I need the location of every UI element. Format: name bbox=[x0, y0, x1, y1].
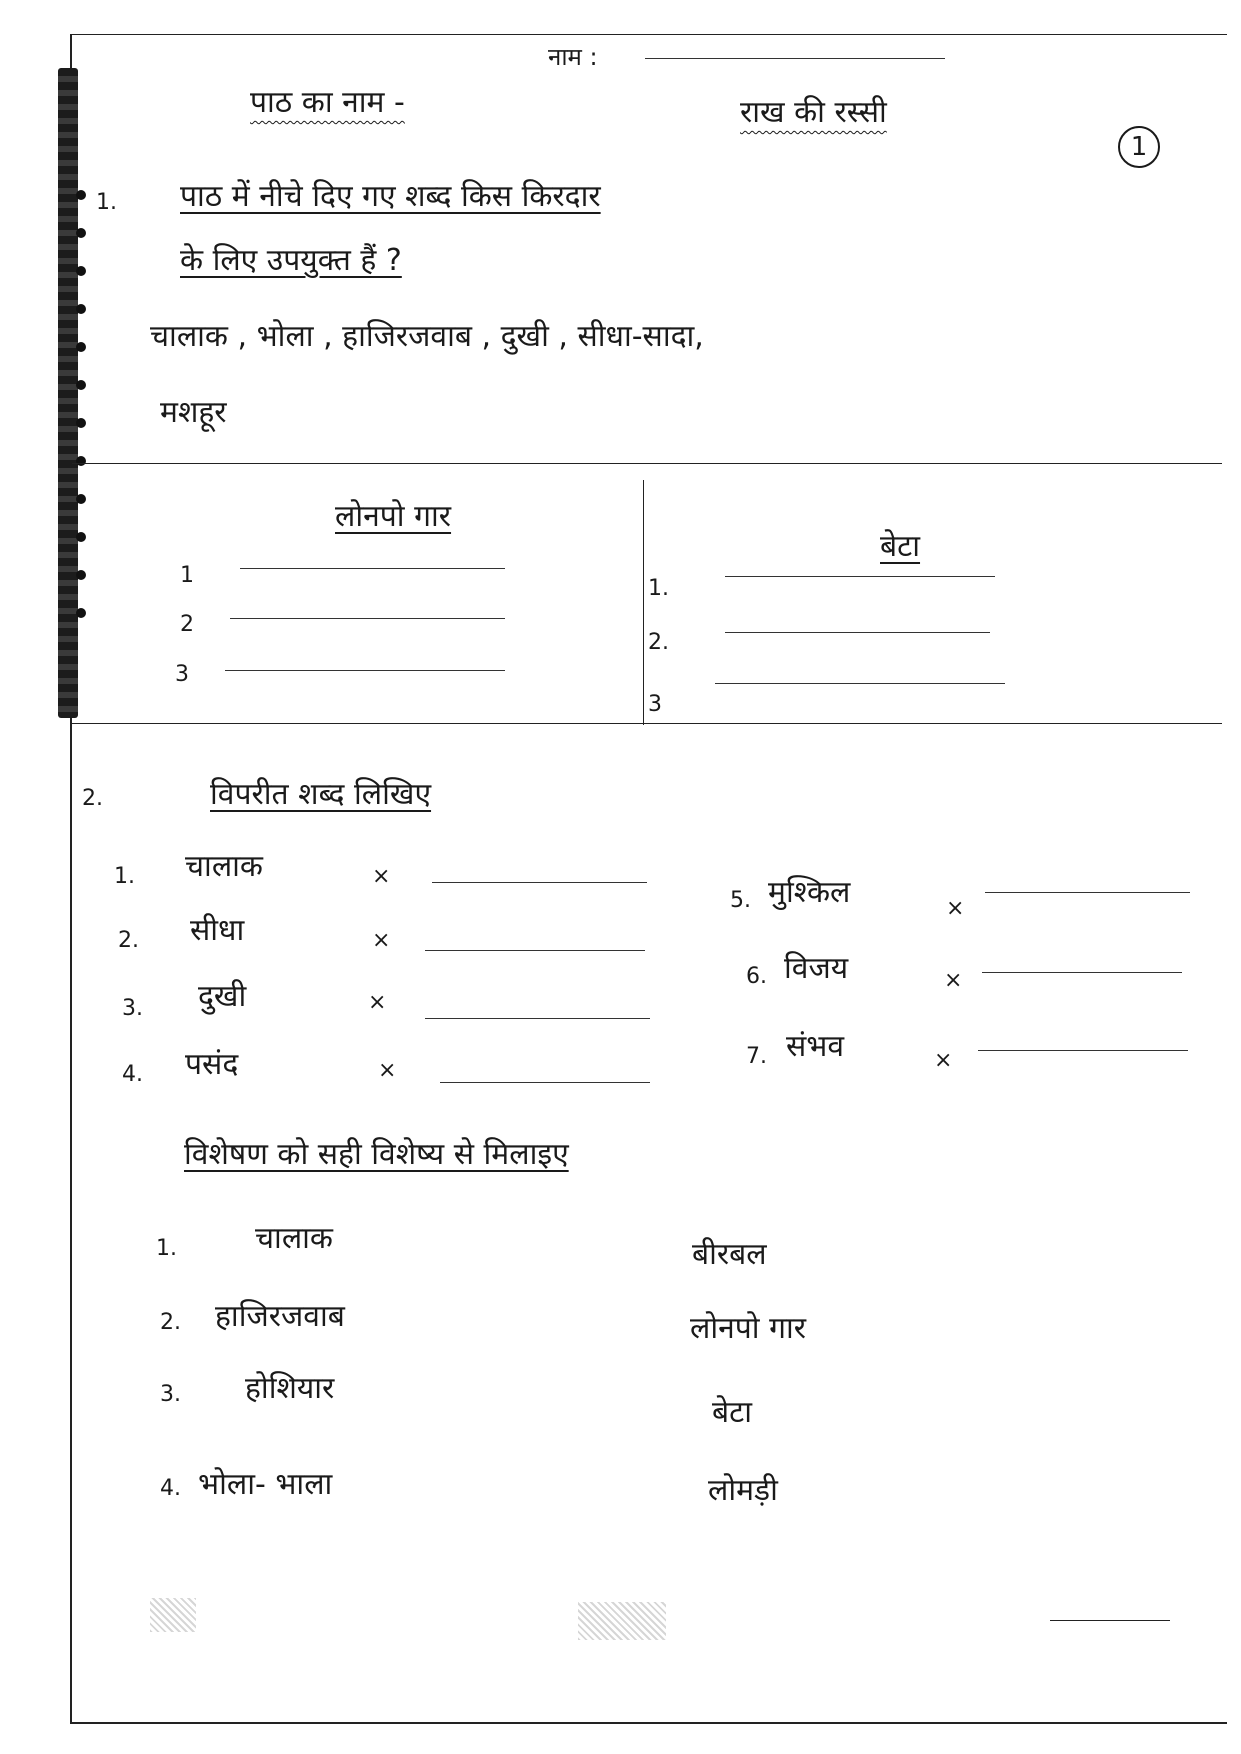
antonym-num: 1. bbox=[114, 864, 135, 889]
match-left-word: चालाक bbox=[255, 1221, 333, 1256]
lesson-title: राख की रस्सी bbox=[740, 95, 887, 130]
cross-mark: × bbox=[372, 864, 391, 889]
antonym-answer-line[interactable] bbox=[432, 882, 647, 883]
match-right-word: लोनपो गार bbox=[690, 1311, 807, 1346]
antonym-answer-line[interactable] bbox=[425, 950, 645, 951]
q2-number: 2. bbox=[82, 786, 103, 811]
right-answer-line[interactable] bbox=[725, 576, 995, 577]
q1-question-line1: पाठ में नीचे दिए गए शब्द किस किरदार bbox=[180, 179, 601, 214]
scan-speckle bbox=[578, 1602, 666, 1640]
antonym-num: 5. bbox=[730, 888, 751, 913]
antonym-answer-line[interactable] bbox=[982, 972, 1182, 973]
cross-mark: × bbox=[378, 1058, 397, 1083]
left-row-number: 1 bbox=[180, 563, 194, 588]
antonym-word: विजय bbox=[784, 951, 849, 986]
scan-speckle bbox=[150, 1598, 196, 1632]
antonym-num: 3. bbox=[122, 996, 143, 1021]
match-right-word: लोमड़ी bbox=[708, 1473, 778, 1508]
antonym-answer-line[interactable] bbox=[978, 1050, 1188, 1051]
match-right-word: बीरबल bbox=[692, 1237, 767, 1272]
left-row-number: 2 bbox=[180, 612, 194, 637]
left-answer-line[interactable] bbox=[230, 618, 505, 619]
q1-word-list-line1: चालाक , भोला , हाजिरजवाब , दुखी , सीधा-सादा, bbox=[150, 319, 704, 354]
column-heading-beta: बेटा bbox=[880, 529, 921, 564]
right-answer-line[interactable] bbox=[725, 632, 990, 633]
right-row-number: 2. bbox=[648, 630, 669, 655]
antonym-word: चालाक bbox=[185, 849, 263, 884]
table-top-border bbox=[72, 463, 1222, 464]
right-answer-line[interactable] bbox=[715, 683, 1005, 684]
q2-heading: विपरीत शब्द लिखिए bbox=[210, 777, 432, 812]
antonym-word: दुखी bbox=[198, 979, 247, 1014]
cross-mark: × bbox=[944, 968, 963, 993]
table-column-divider bbox=[643, 480, 644, 725]
antonym-word: सीधा bbox=[190, 913, 245, 948]
antonym-answer-line[interactable] bbox=[440, 1082, 650, 1083]
cross-mark: × bbox=[372, 928, 391, 953]
q1-word-list-line2: मशहूर bbox=[160, 395, 227, 430]
right-row-number: 1. bbox=[648, 576, 669, 601]
antonym-answer-line[interactable] bbox=[985, 892, 1190, 893]
match-left-num: 4. bbox=[160, 1476, 181, 1501]
antonym-word: संभव bbox=[786, 1029, 845, 1064]
cross-mark: × bbox=[934, 1048, 953, 1073]
lesson-label: पाठ का नाम - bbox=[250, 85, 405, 120]
q1-question-line2: के लिए उपयुक्त हैं ? bbox=[180, 243, 402, 278]
antonym-word: मुश्किल bbox=[768, 875, 851, 910]
cross-mark: × bbox=[946, 896, 965, 921]
match-left-num: 3. bbox=[160, 1382, 181, 1407]
name-blank-line[interactable] bbox=[645, 58, 945, 59]
name-label: नाम : bbox=[548, 43, 598, 71]
q3-heading: विशेषण को सही विशेष्य से मिलाइए bbox=[184, 1137, 569, 1172]
match-left-word: होशियार bbox=[245, 1371, 335, 1406]
antonym-num: 6. bbox=[746, 964, 767, 989]
scan-mark-line bbox=[1050, 1620, 1170, 1621]
table-bottom-border bbox=[72, 723, 1222, 724]
left-row-number: 3 bbox=[175, 662, 189, 687]
match-left-num: 1. bbox=[156, 1236, 177, 1261]
antonym-answer-line[interactable] bbox=[425, 1018, 650, 1019]
spiral-binding bbox=[58, 68, 78, 718]
right-row-number: 3 bbox=[648, 692, 662, 717]
page-number: 1 bbox=[1118, 126, 1160, 168]
left-answer-line[interactable] bbox=[240, 568, 505, 569]
match-right-word: बेटा bbox=[712, 1395, 753, 1430]
cross-mark: × bbox=[368, 990, 387, 1015]
antonym-num: 4. bbox=[122, 1062, 143, 1087]
left-answer-line[interactable] bbox=[225, 670, 505, 671]
antonym-num: 7. bbox=[746, 1044, 767, 1069]
antonym-num: 2. bbox=[118, 928, 139, 953]
q1-number: 1. bbox=[96, 190, 117, 215]
column-heading-lonpo-gar: लोनपो गार bbox=[335, 499, 452, 534]
antonym-word: पसंद bbox=[185, 1047, 239, 1082]
match-left-num: 2. bbox=[160, 1310, 181, 1335]
match-left-word: भोला- भाला bbox=[198, 1467, 333, 1502]
match-left-word: हाजिरजवाब bbox=[215, 1299, 345, 1334]
